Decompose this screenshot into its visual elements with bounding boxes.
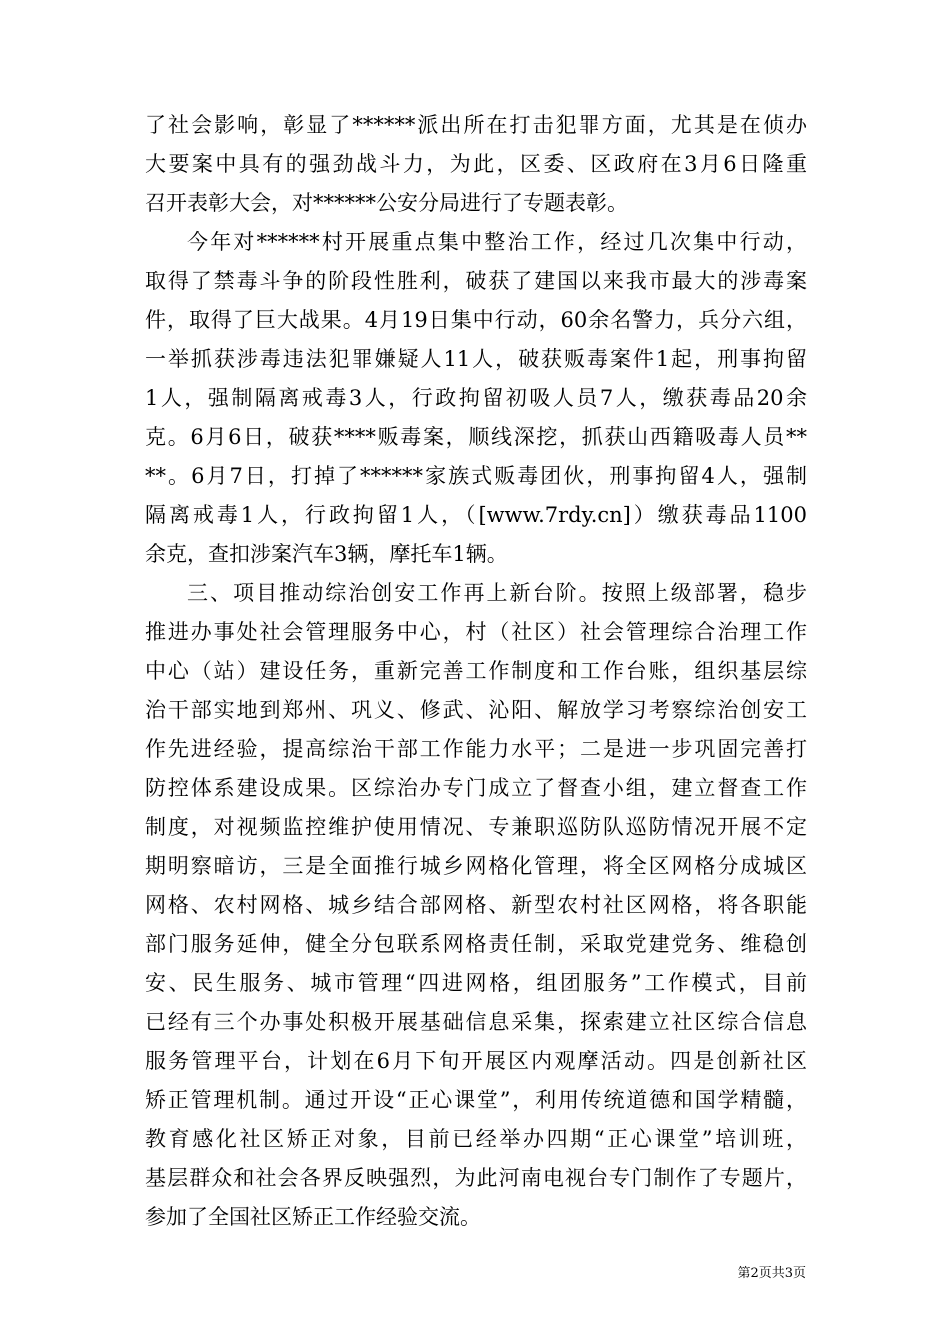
text-line: 克。6月6日，破获****贩毒案，顺线深挖，抓获山西籍吸毒人员** bbox=[145, 425, 807, 449]
page-number: 第2页共3页 bbox=[737, 1266, 806, 1281]
text-line: 余克，查扣涉案汽车3辆，摩托车1辆。 bbox=[145, 542, 508, 566]
text-line: 件，取得了巨大战果。4月19日集中行动，60余名警力，兵分六组， bbox=[145, 308, 807, 332]
text-line: 作先进经验，提高综治干部工作能力水平；二是进一步巩固完善打 bbox=[145, 737, 807, 761]
text-line: 推进办事处社会管理服务中心，村（社区）社会管理综合治理工作 bbox=[145, 620, 807, 644]
text-line: **。6月7日，打掉了******家族式贩毒团伙，刑事拘留4人，强制 bbox=[145, 464, 807, 488]
text-line: 三、项目推动综治创安工作再上新台阶。按照上级部署，稳步 bbox=[187, 581, 807, 605]
text-line: 安、民生服务、城市管理“四进网格，组团服务”工作模式，目前 bbox=[145, 971, 807, 995]
text-line: 矫正管理机制。通过开设“正心课堂”，利用传统道德和国学精髓， bbox=[145, 1088, 807, 1112]
text-line: 基层群众和社会各界反映强烈，为此河南电视台专门制作了专题片， bbox=[145, 1166, 807, 1190]
text-line: 期明察暗访，三是全面推行城乡网格化管理，将全区网格分成城区 bbox=[145, 854, 807, 878]
text-line: 了社会影响，彰显了******派出所在打击犯罪方面，尤其是在侦办 bbox=[145, 113, 807, 137]
text-line: 服务管理平台，计划在6月下旬开展区内观摩活动。四是创新社区 bbox=[145, 1049, 807, 1073]
text-line: 治干部实地到郑州、巩义、修武、沁阳、解放学习考察综治创安工 bbox=[145, 698, 807, 722]
text-line: 大要案中具有的强劲战斗力，为此，区委、区政府在3月6日隆重 bbox=[145, 152, 807, 176]
text-line: 一举抓获涉毒违法犯罪嫌疑人11人，破获贩毒案件1起，刑事拘留 bbox=[145, 347, 807, 371]
text-line: 召开表彰大会，对******公安分局进行了专题表彰。 bbox=[145, 191, 628, 215]
text-line: 1人，强制隔离戒毒3人，行政拘留初吸人员7人，缴获毒品20余 bbox=[145, 386, 807, 410]
text-line: 隔离戒毒1人，行政拘留1人，（[www.7rdy.cn]）缴获毒品1100 bbox=[145, 503, 807, 527]
text-line: 取得了禁毒斗争的阶段性胜利，破获了建国以来我市最大的涉毒案 bbox=[145, 269, 807, 293]
document-body bbox=[145, 106, 807, 1237]
text-line: 教育感化社区矫正对象，目前已经举办四期“正心课堂”培训班， bbox=[145, 1127, 807, 1151]
text-line: 今年对******村开展重点集中整治工作，经过几次集中行动， bbox=[187, 230, 807, 254]
text-line: 参加了全国社区矫正工作经验交流。 bbox=[145, 1205, 481, 1229]
text-line: 防控体系建设成果。区综治办专门成立了督查小组，建立督查工作 bbox=[145, 776, 807, 800]
text-line: 网格、农村网格、城乡结合部网格、新型农村社区网格，将各职能 bbox=[145, 893, 807, 917]
text-line: 已经有三个办事处积极开展基础信息采集，探索建立社区综合信息 bbox=[145, 1010, 807, 1034]
text-line: 制度，对视频监控维护使用情况、专兼职巡防队巡防情况开展不定 bbox=[145, 815, 807, 839]
text-line: 中心（站）建设任务，重新完善工作制度和工作台账，组织基层综 bbox=[145, 659, 807, 683]
text-line: 部门服务延伸，健全分包联系网格责任制，采取党建党务、维稳创 bbox=[145, 932, 807, 956]
